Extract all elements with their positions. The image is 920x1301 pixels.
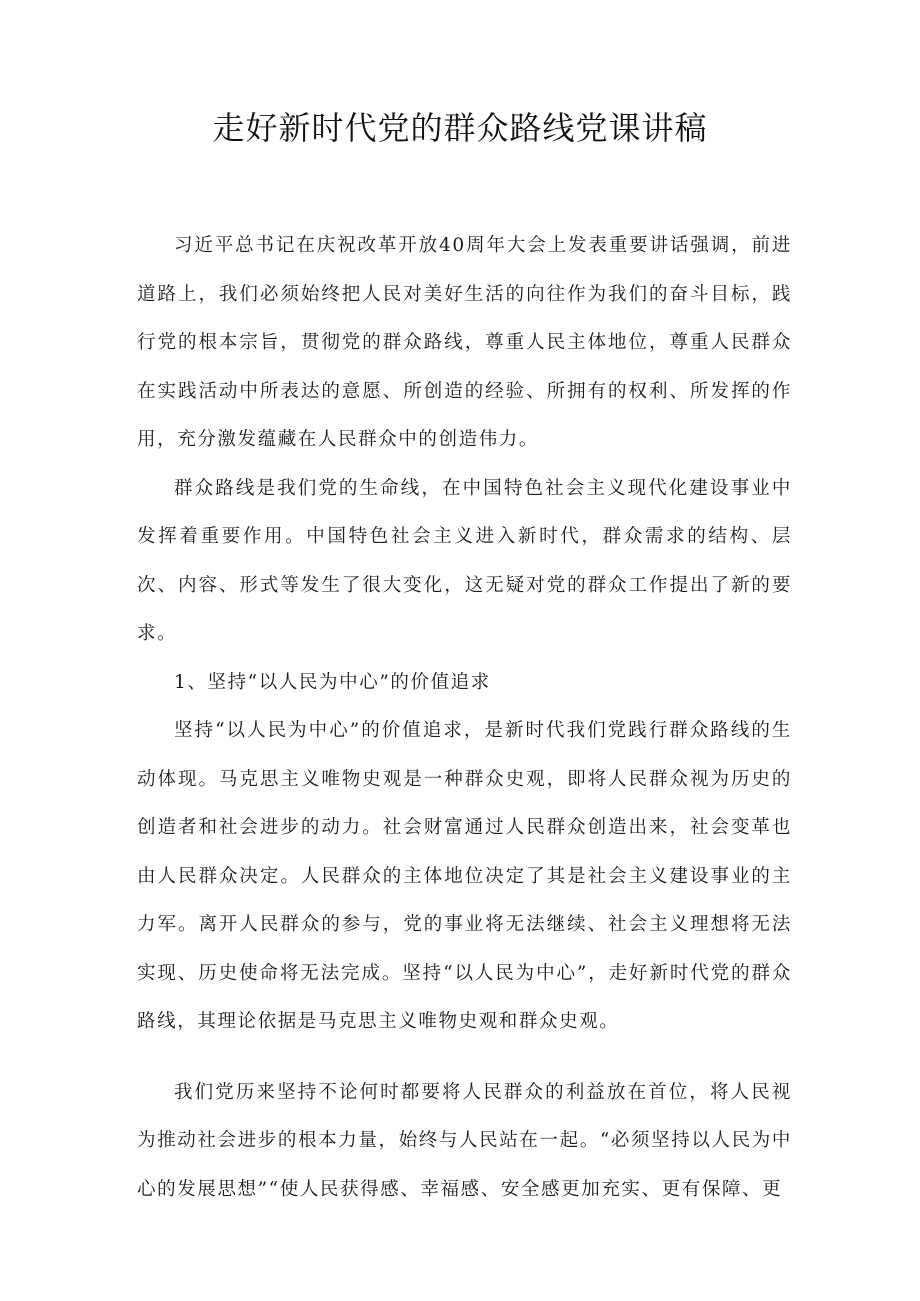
document-body	[137, 222, 792, 1214]
paragraph-intro: 习近平总书记在庆祝改革开放40周年大会上发表重要讲话强调，前进道路上，我们必须始终把人民对美好生活的向往作为我们的奋斗目标，践行党的根本宗旨，贯彻党的群众路线，尊重人民主体地位，尊重人民群众在实践活动中所表达的意愿、所创造的经验、所拥有的权利、所发挥的作用，充分激发蕴藏在人民群众中的创造伟力。	[137, 235, 792, 450]
paragraph-mass-line: 群众路线是我们党的生命线，在中国特色社会主义现代化建设事业中发挥着重要作用。中国特色社会主义进入新时代，群众需求的结构、层次、内容、形式等发生了很大变化，这无疑对党的群众工作提出了新的要求。	[137, 477, 792, 644]
section-heading-1: 1、坚持“以人民为中心”的价值追求	[174, 671, 491, 693]
paragraph-people-centered: 坚持“以人民为中心”的价值追求，是新时代我们党践行群众路线的生动体现。马克思主义唯物史观是一种群众史观，即将人民群众视为历史的创造者和社会进步的动力。社会财富通过人民群众创造出来，社会变革也由人民群众决定。人民群众的主体地位决定了其是社会主义建设事业的主力军。离开人民群众的参与，党的事业将无法继续、社会主义理想将无法实现、历史使命将无法完成。坚持“以人民为中心”，走好新时代党的群众路线，其理论依据是马克思主义唯物史观和群众史观。	[137, 720, 792, 1032]
paragraph-party-history: 我们党历来坚持不论何时都要将人民群众的利益放在首位，将人民视为推动社会进步的根本力量，始终与人民站在一起。“必须坚持以人民为中心的发展思想”“使人民获得感、幸福感、安全感更加充实、更有保障、更	[137, 1081, 792, 1200]
document-title: 走好新时代党的群众路线党课讲稿	[212, 109, 708, 147]
